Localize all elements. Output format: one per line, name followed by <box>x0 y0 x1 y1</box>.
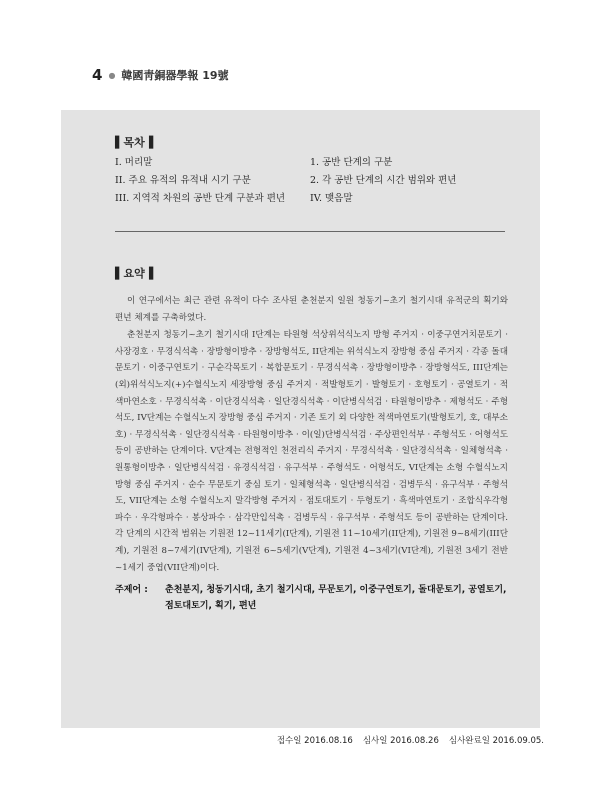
accepted-date: 심사완료일 2016.09.05. <box>448 736 544 746</box>
abstract-paragraph: 춘천분지 청동기~초기 철기시대 I단계는 타원형 석상위석식노지 방형 주거지 · 이중구연거치문토기 · 사장경호 · 무경식석촉 · 장방형이방추 · 장방형석도, II단계는 위석식노지 장방형 중심 주거지 · 각종 돌대문토기 · 이중구연토기 · 구순각목토기 · 복합문토기 · 무경식석촉 · 장방형이방추 · 장방형석도, III단계는 (외)위석식노지(+)수혈식노지 세장방형 중심 주거지 · 적발형토기 · 발형토기 · 호형토기 · 공열토기 · 적색마연소호 · 무경식석촉 · 이단경식석촉 · 일단경식석촉 · 이단병식석검 · 타원형이방추 · 제형석도 · 주형석도, IV단계는 수혈식노지 장방형 중심 주거지 · 기존 토기 외 다양한 적색마연토기(발형토기, 호, 대부소호) · 무경식석촉 · 일단경식석촉 · 타원형이방추 · 이(일)단병식석검 · 주상편인석부 · 주형석도 · 어형석도 등이 공반하는 단계이다. V단계는 전형적인 천전리식 주거지 · 무경식석촉 · 일단경식석촉 · 일체형석촉 · 원통형이방추 · 일단병식석검 · 유경식석검 · 유구석부 · 주형석도 · 어형석도, VI단계는 소형 수혈식노지 방형 중심 주거지 · 순수 무문토기 중심 토기 · 일체형석촉 · 일단병식석검 · 검병두식 · 유구석부 · 주형석도, VII단계는 소형 수혈식노지 말각방형 주거지 · 점토대토기 · 두형토기 · 흑색마연토기 · 조합식우각형파수 · 우각형파수 · 봉상파수 · 삼각만입석촉 · 검병두식 · 유구석부 · 주형석도 등이 공반하는 단계이다. 각 단계의 시간적 범위는 기원전 12~11세기(I단계), 기원전 11~10세기(II단계), 기원전 9~8세기(III단계), 기원전 8~7세기(IV단계), 기원전 6~5세기(V단계), 기원전 4~3세기(VI단계), 기원전 3세기 전반~1세기 중엽(VII단계)이다. <box>115 330 508 573</box>
review-dates <box>277 734 544 746</box>
keywords-list: 춘천분지, 청동기시대, 초기 철기시대, 무문토기, 이중구연토기, 돌대문토기, 공열토기, 점토대토기, 획기, 편년 <box>165 585 507 611</box>
divider <box>115 231 505 232</box>
journal-title: 韓國靑銅器學報 19號 <box>121 69 229 82</box>
toc-row <box>115 188 505 206</box>
toc-item: IV. 맺음말 <box>310 193 353 204</box>
keywords <box>115 582 510 614</box>
toc-heading: ▌목차▐ <box>115 136 154 149</box>
toc-item: 1. 공반 단계의 구분 <box>310 157 393 168</box>
keywords-label: 주제어 : <box>115 585 148 595</box>
table-of-contents <box>115 152 505 206</box>
toc-row <box>115 152 505 170</box>
abstract-body <box>115 293 508 576</box>
bullet-icon: ● <box>108 70 116 80</box>
abstract-heading: ▌요약▐ <box>115 267 154 280</box>
toc-item: 2. 각 공반 단계의 시간 범위와 편년 <box>310 175 457 186</box>
page-number: 4 <box>92 66 103 84</box>
toc-item: III. 지역적 차원의 공반 단계 구분과 편년 <box>115 193 286 204</box>
toc-item: I. 머리말 <box>115 157 153 168</box>
received-date: 접수일 2016.08.16 <box>276 736 353 746</box>
toc-item: II. 주요 유적의 유적내 시기 구분 <box>115 175 251 186</box>
reviewed-date: 심사일 2016.08.26 <box>362 736 439 746</box>
toc-row <box>115 170 505 188</box>
running-head <box>92 66 229 84</box>
abstract-paragraph: 이 연구에서는 최근 관련 유적이 다수 조사된 춘천분지 일원 청동기~초기 철기시대 유적군의 획기와 편년 체계를 구축하였다. <box>115 296 508 323</box>
